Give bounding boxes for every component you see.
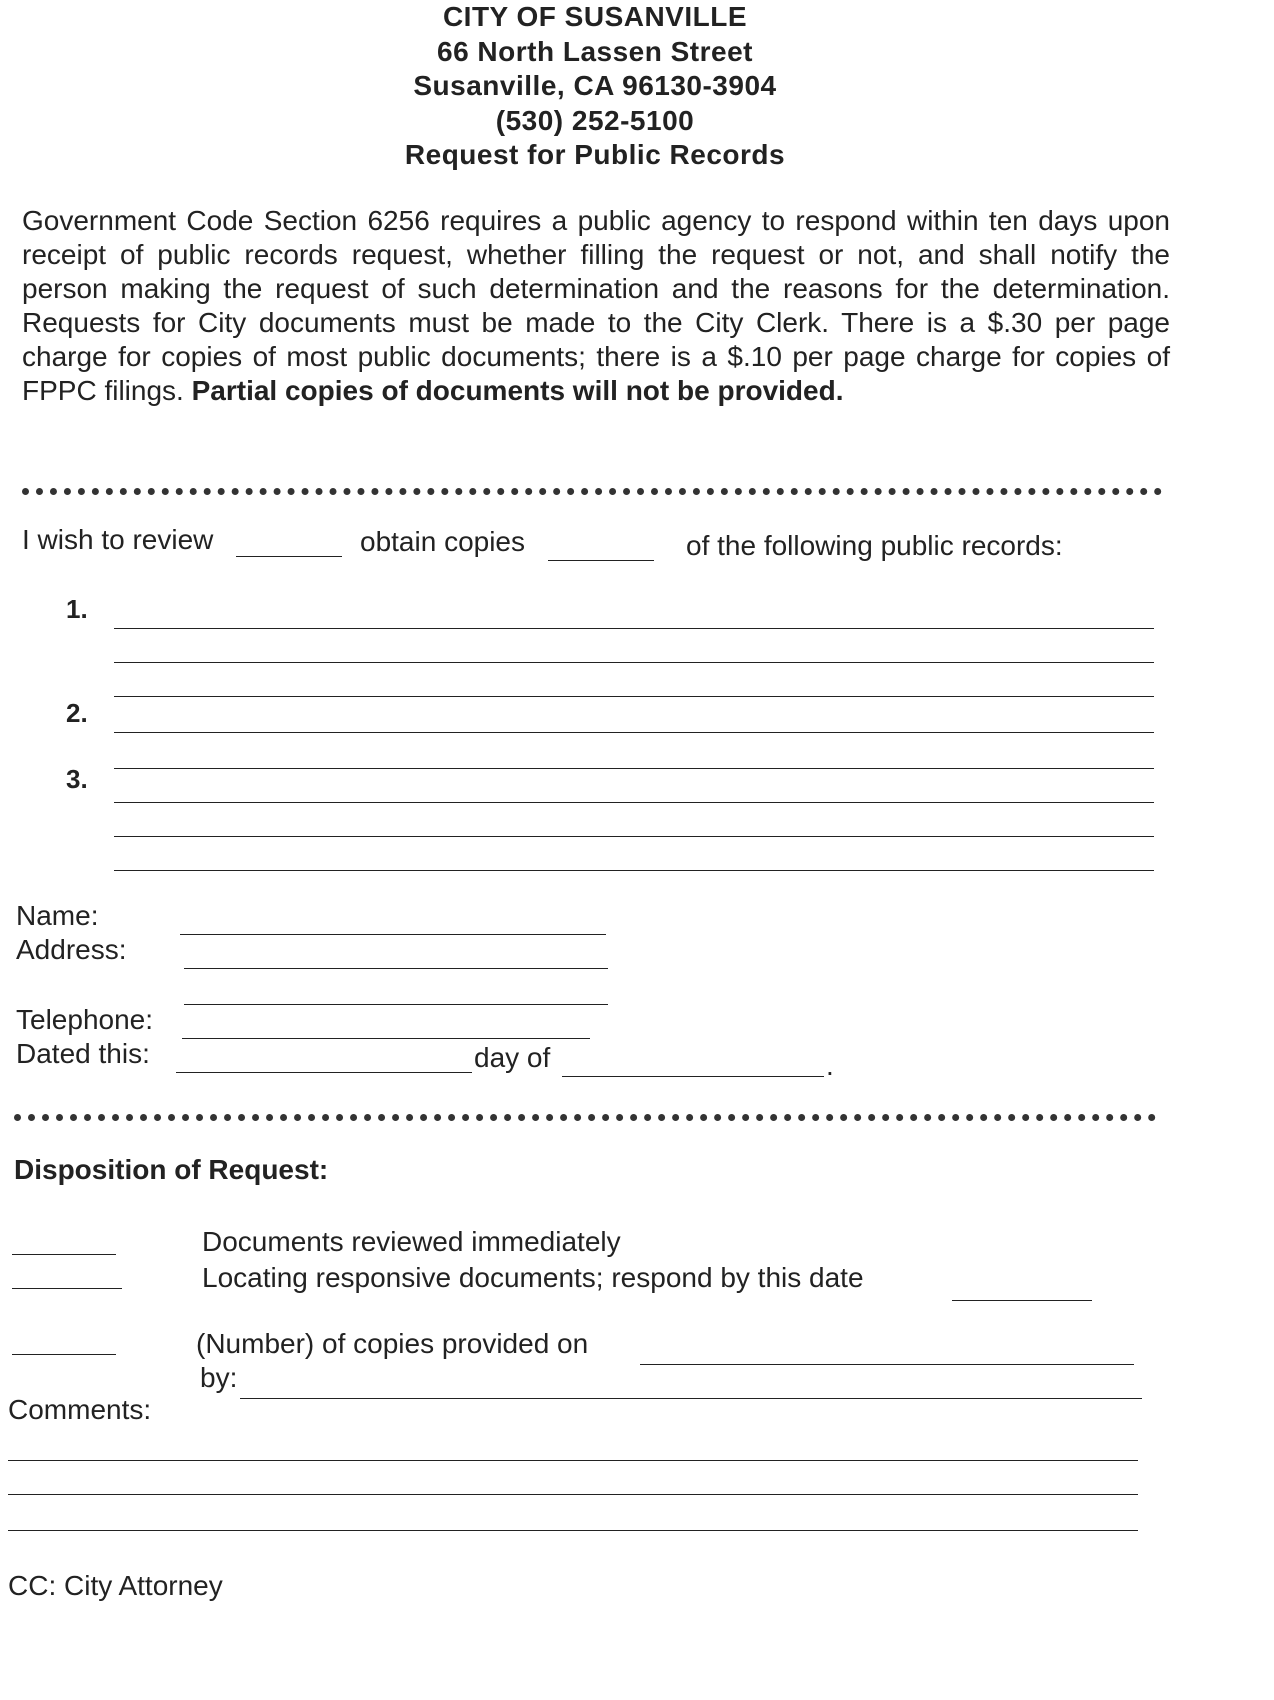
locating-documents-label: Locating responsive documents; respond by this date <box>202 1262 864 1293</box>
review-field[interactable] <box>236 556 342 557</box>
dated-this-label: Dated this: <box>16 1038 150 1069</box>
respond-by-date-field[interactable] <box>952 1300 1092 1301</box>
record-line[interactable] <box>114 732 1154 733</box>
record-line[interactable] <box>114 768 1154 769</box>
record-item-number-2: 2. <box>66 698 88 728</box>
address-label: Address: <box>16 934 127 965</box>
form-header <box>0 0 1190 173</box>
dotted-divider-bottom <box>14 1114 1156 1121</box>
intro-paragraph <box>22 204 1170 408</box>
comments-line[interactable] <box>8 1530 1138 1531</box>
street-address: 66 North Lassen Street <box>437 35 753 67</box>
comments-line[interactable] <box>8 1494 1138 1495</box>
locating-check-field[interactable] <box>12 1288 122 1289</box>
form-title: Request for Public Records <box>404 139 786 170</box>
intro-text: Government Code Section 6256 requires a public agency to respond within ten days upon receipt of public records request, whether filling the request or not, and shall notify the person making the request of such determination and the reasons for the determination. Requests for City documents must be made to the City Clerk. There is a $.30 per page charge for copies of most public documents; there is a $.10 per page charge for copies of FPPC filings. <box>22 205 1170 406</box>
cc-city-attorney: CC: City Attorney <box>8 1570 223 1601</box>
comments-line[interactable] <box>8 1460 1138 1461</box>
telephone-field[interactable] <box>182 1038 590 1039</box>
record-line[interactable] <box>114 836 1154 837</box>
by-field[interactable] <box>240 1398 1142 1399</box>
review-label: I wish to review <box>22 524 214 555</box>
comments-label: Comments: <box>8 1394 152 1425</box>
by-label: by: <box>200 1362 238 1393</box>
record-line[interactable] <box>114 662 1154 663</box>
record-item-number-3: 3. <box>66 764 88 794</box>
record-line[interactable] <box>114 870 1154 871</box>
record-line[interactable] <box>114 628 1154 629</box>
record-item-number-1: 1. <box>66 594 88 624</box>
city-name: CITY OF SUSANVILLE <box>442 1 748 32</box>
phone-number: (530) 252-5100 <box>495 104 695 136</box>
disposition-heading: Disposition of Request: <box>14 1154 329 1185</box>
telephone-label: Telephone: <box>16 1004 154 1035</box>
copies-provided-date-field[interactable] <box>640 1364 1134 1365</box>
copies-check-field[interactable] <box>12 1354 116 1355</box>
record-line[interactable] <box>114 802 1154 803</box>
record-line[interactable] <box>114 696 1154 697</box>
name-label: Name: <box>16 900 99 931</box>
dated-month-field[interactable] <box>562 1076 824 1077</box>
dated-period: . <box>826 1050 834 1081</box>
reviewed-immediately-label: Documents reviewed immediately <box>202 1226 621 1257</box>
records-label: of the following public records: <box>686 530 1063 561</box>
dotted-divider-top <box>22 488 1162 495</box>
dated-day-field[interactable] <box>176 1072 472 1073</box>
reviewed-check-field[interactable] <box>12 1254 116 1255</box>
city-state-zip: Susanville, CA 96130-3904 <box>413 70 777 101</box>
day-of-label: day of <box>474 1042 551 1073</box>
address-field-line-2[interactable] <box>184 1004 608 1005</box>
copies-provided-label: (Number) of copies provided on <box>196 1328 589 1359</box>
address-field[interactable] <box>184 968 608 969</box>
obtain-copies-field[interactable] <box>548 560 654 561</box>
obtain-copies-label: obtain copies <box>360 526 526 557</box>
name-field[interactable] <box>180 934 606 935</box>
intro-bold-notice: Partial copies of documents will not be provided. <box>191 375 844 406</box>
